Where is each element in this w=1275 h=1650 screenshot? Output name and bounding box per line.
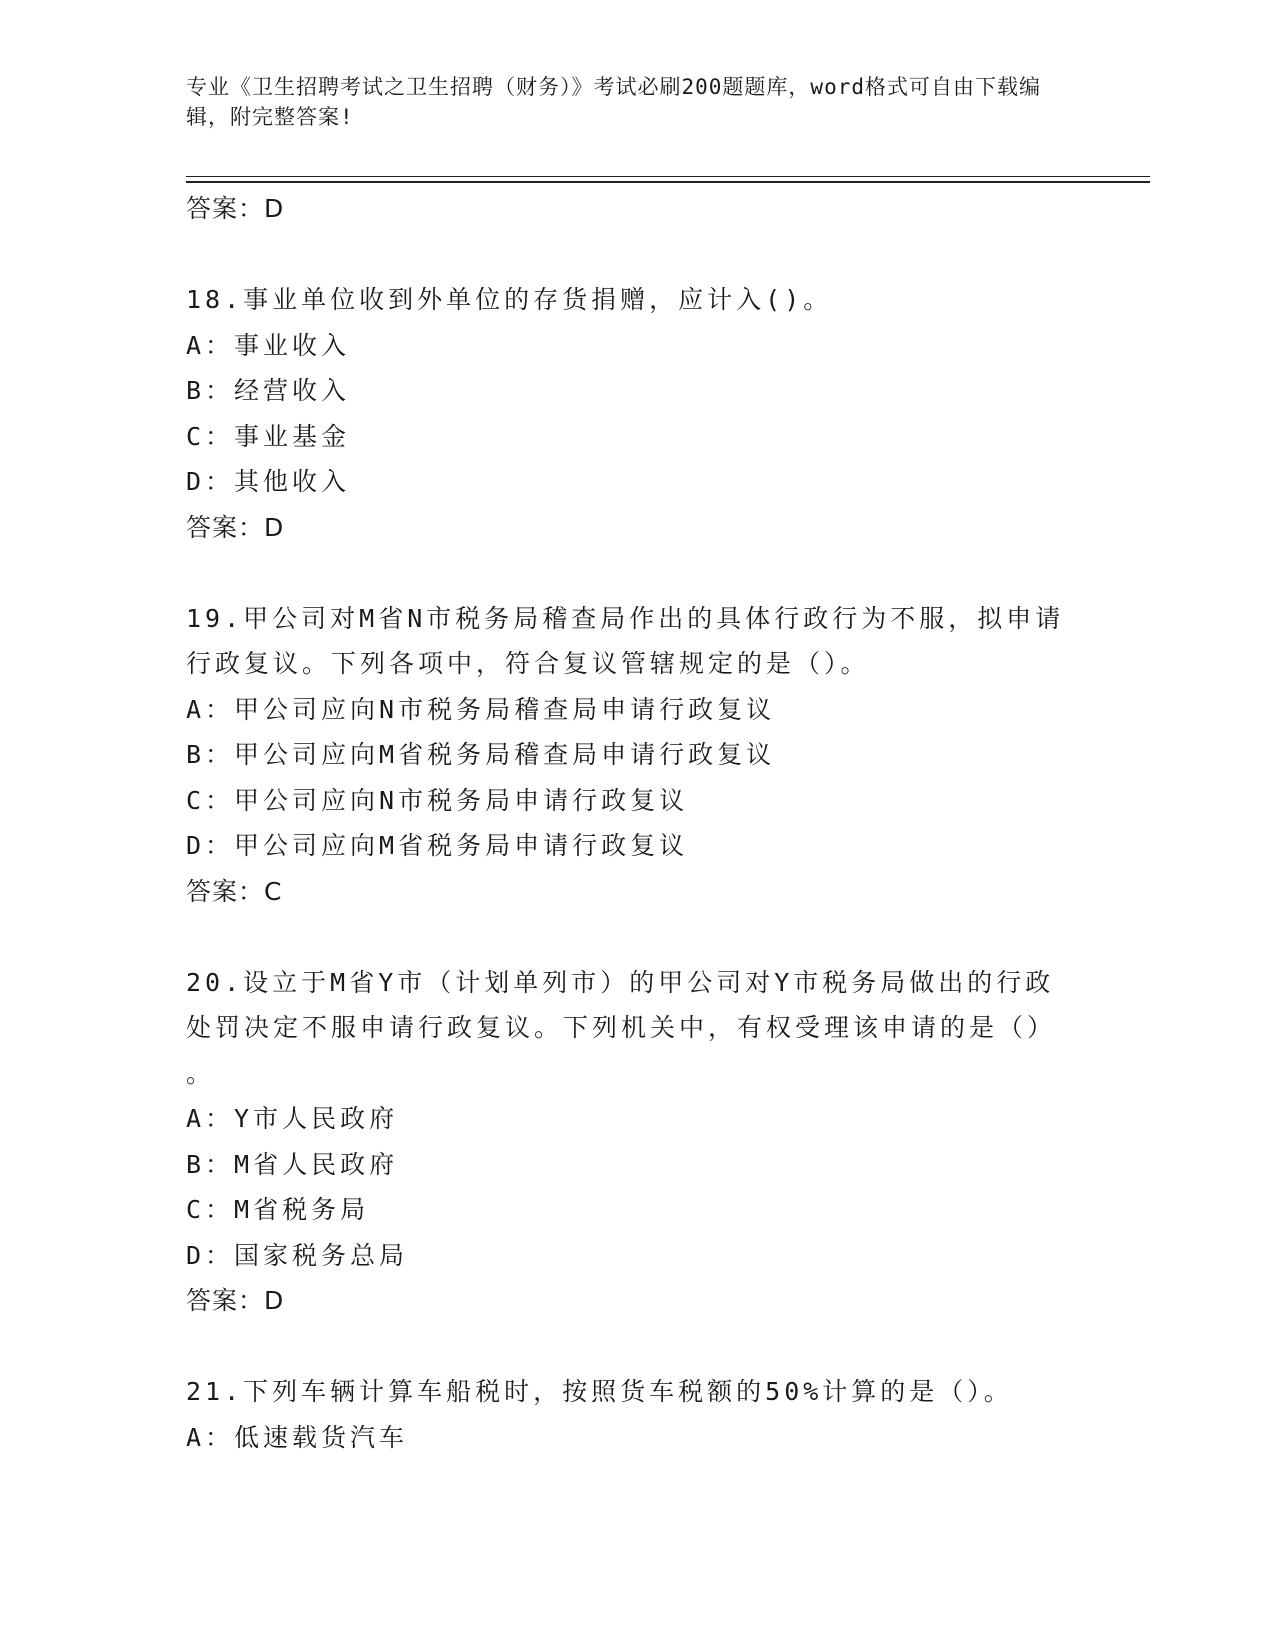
question-stem-line-3: 。 <box>186 1058 216 1088</box>
spacer <box>186 914 1086 960</box>
question-18 <box>186 277 1086 550</box>
option-d: D：其他收入 <box>186 467 351 496</box>
header-text: 专业《卫生招聘考试之卫生招聘（财务）》考试必刷200题题库，word格式可自由下载编辑，附完整答案! <box>186 75 1041 129</box>
spacer <box>186 232 1086 278</box>
option-a: A：Y市人民政府 <box>186 1104 399 1133</box>
question-stem-line-2: 处罚决定不服申请行政复议。下列机关中，有权受理该申请的是（） <box>186 1013 1057 1042</box>
previous-answer: 答案：D <box>186 194 285 223</box>
answer: 答案：D <box>186 512 285 542</box>
option-a: A：事业收入 <box>186 330 351 360</box>
option-c: C：甲公司应向N市税务局申请行政复议 <box>186 785 689 815</box>
question-list <box>186 186 1086 1460</box>
question-stem-line-2: 行政复议。下列各项中，符合复议管辖规定的是（）。 <box>186 649 870 678</box>
question-stem: 18.事业单位收到外单位的存货捐赠，应计入()。 <box>186 285 833 314</box>
question-stem: 21.下列车辆计算车船税时，按照货车税额的50%计算的是（）。 <box>186 1377 1013 1406</box>
question-stem-line-1: 20.设立于M省Y市（计划单列市）的甲公司对Y市税务局做出的行政 <box>186 967 1055 997</box>
option-d: D：甲公司应向M省税务局申请行政复议 <box>186 831 689 860</box>
question-stem-line-1: 19.甲公司对M省N市税务局稽查局作出的具体行政行为不服，拟申请 <box>186 603 1065 633</box>
question-21 <box>186 1369 1086 1460</box>
question-20 <box>186 960 1086 1324</box>
option-c: C：事业基金 <box>186 421 351 451</box>
option-c: C：M省税务局 <box>186 1195 370 1224</box>
spacer <box>186 550 1086 596</box>
document-header <box>186 72 1066 132</box>
option-b: B：经营收入 <box>186 376 351 405</box>
option-a: A：低速载货汽车 <box>186 1422 409 1452</box>
question-19 <box>186 596 1086 915</box>
spacer <box>186 1324 1086 1370</box>
answer: 答案：D <box>186 1286 285 1315</box>
option-a: A：甲公司应向N市税务局稽查局申请行政复议 <box>186 694 776 724</box>
option-b: B：M省人民政府 <box>186 1149 399 1179</box>
option-b: B：甲公司应向M省税务局稽查局申请行政复议 <box>186 740 776 769</box>
option-d: D：国家税务总局 <box>186 1240 409 1270</box>
header-divider-thick <box>186 181 1150 183</box>
header-divider-thin <box>186 176 1150 177</box>
answer: 答案：C <box>186 876 283 906</box>
